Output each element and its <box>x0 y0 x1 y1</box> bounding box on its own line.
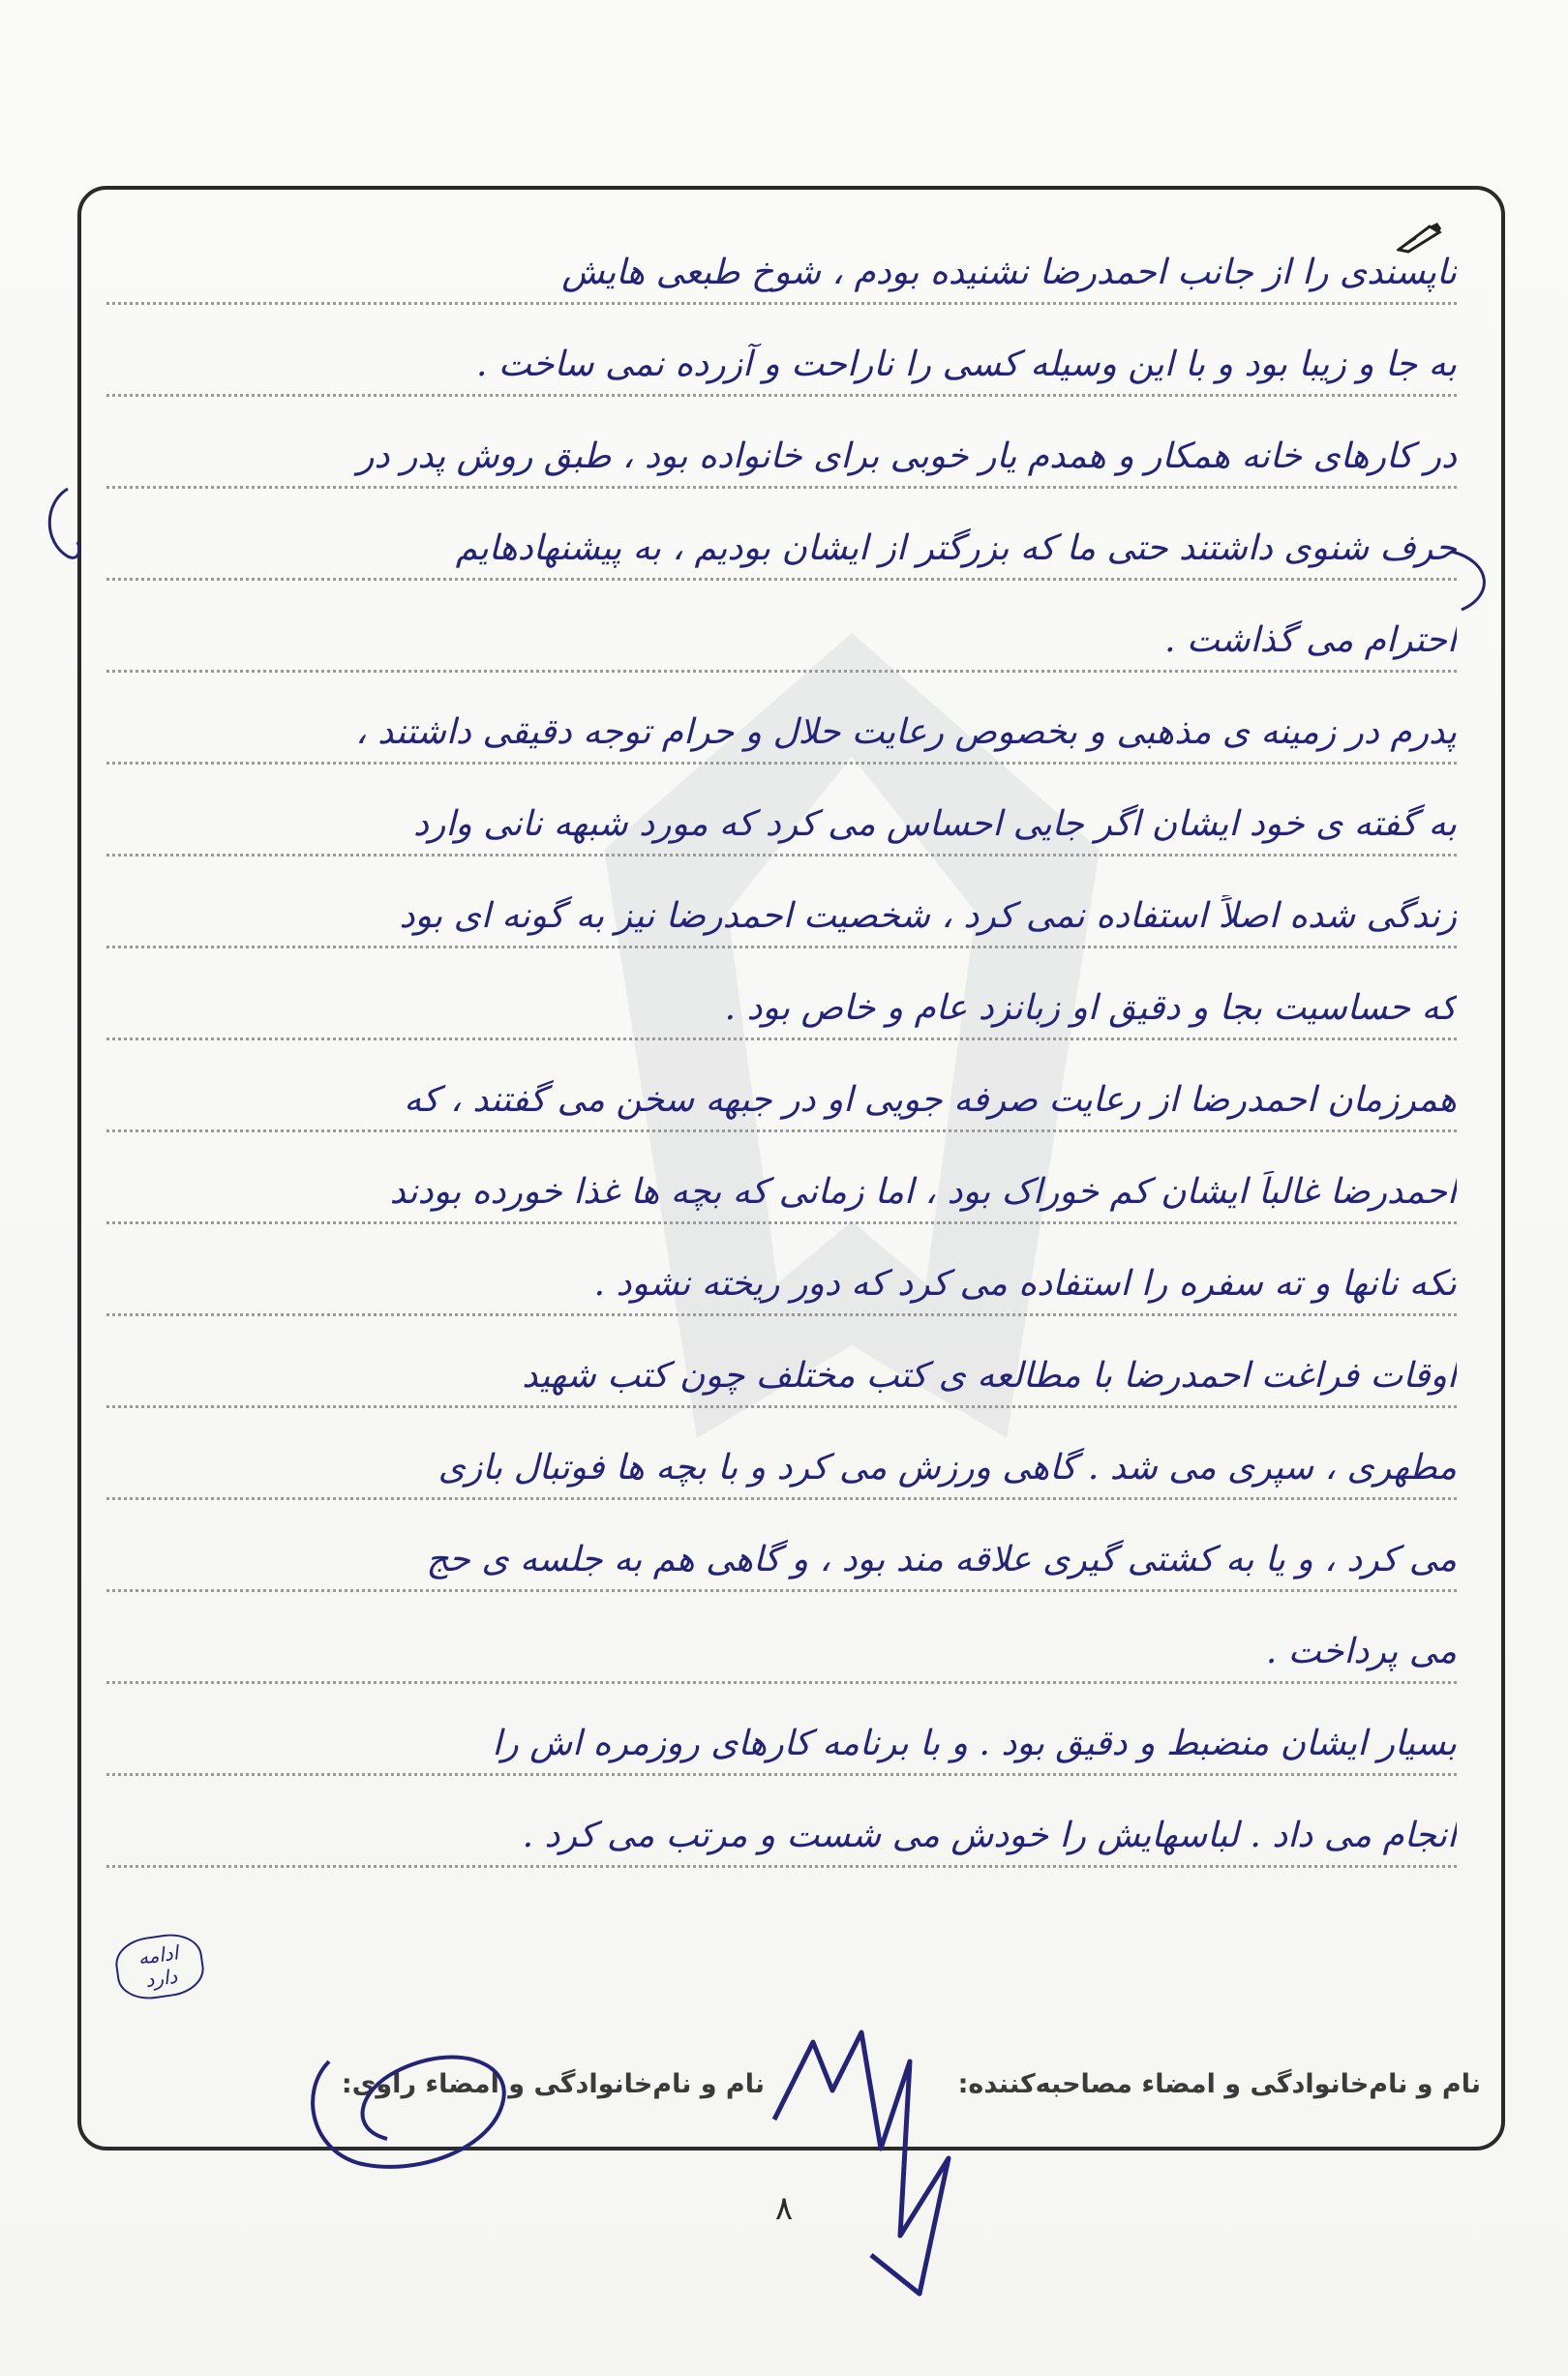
text-line <box>106 1500 1457 1592</box>
text-line <box>106 1592 1457 1684</box>
line-text: که حساسیت بجا و دقیق او زبانزد عام و خاص بود . <box>724 988 1457 1028</box>
text-line <box>106 213 1457 305</box>
text-line <box>106 1132 1457 1224</box>
text-line <box>106 1040 1457 1132</box>
interviewer-signature <box>755 2003 1007 2313</box>
line-text: ناپسندی را از جانب احمدرضا نشنیده بودم ، شوخ طبعی هایش <box>561 253 1457 292</box>
margin-scribble <box>39 484 87 571</box>
line-text: احمدرضا غالباً ایشان کم خوراک بود ، اما زمانی که بچه ها غذا خورده بودند <box>389 1172 1457 1212</box>
line-text: اوقات فراغت احمدرضا با مطالعه ی کتب مختلف چون کتب شهید <box>522 1356 1457 1396</box>
text-line <box>106 948 1457 1040</box>
text-line <box>106 765 1457 857</box>
line-text: به جا و زیبا بود و با این وسیله کسی را ناراحت و آزرده نمی ساخت . <box>475 345 1457 384</box>
text-line <box>106 305 1457 397</box>
margin-scribble <box>1442 542 1500 619</box>
text-line <box>106 1684 1457 1776</box>
narrator-signature <box>290 2003 523 2197</box>
text-line <box>106 857 1457 948</box>
line-text: می پرداخت . <box>1265 1632 1457 1671</box>
line-text: همرزمان احمدرضا از رعایت صرفه جویی او در جبهه سخن می گفتند ، که <box>404 1080 1457 1120</box>
text-line <box>106 1224 1457 1316</box>
line-text: بسیار ایشان منضبط و دقیق بود . و با برنامه کارهای روزمره اش را <box>492 1724 1457 1763</box>
line-text: احترام می گذاشت . <box>1164 620 1457 660</box>
text-line <box>106 581 1457 673</box>
text-line <box>106 1776 1457 1868</box>
line-text: تکه نانها و ته سفره را استفاده می کرد که دور ریخته نشود . <box>593 1264 1457 1304</box>
narrator-signature-label: نام و نام‌خانوادگی و امضاء راوی: <box>341 2069 765 2099</box>
line-text: انجام می داد . لباسهایش را خودش می شست و مرتب می کرد . <box>522 1816 1457 1855</box>
line-text: به گفته ی خود ایشان اگر جایی احساس می کرد که مورد شبهه نانی وارد <box>413 804 1457 844</box>
page-number: ۸ <box>774 2189 794 2228</box>
line-text: حرف شنوی داشتند حتی ما که بزرگتر از ایشان بودیم ، به پیشنهادهایم <box>455 528 1457 568</box>
handwritten-lines <box>106 213 1457 1868</box>
margin-note-continued <box>116 1936 203 2013</box>
line-text: می کرد ، و یا به کشتی گیری علاقه مند بود ، و گاهی هم به جلسه ی حج <box>426 1540 1457 1579</box>
line-text: در کارهای خانه همکار و همدم یار خوبی برای خانواده بود ، طبق روش پدر در <box>357 436 1457 476</box>
continued-note: ادامه دارد <box>112 1930 207 2003</box>
text-line <box>106 673 1457 765</box>
text-line <box>106 1408 1457 1500</box>
line-text: زندگی شده اصلاً استفاده نمی کرد ، شخصیت احمدرضا نیز به گونه ای بود <box>399 896 1457 936</box>
text-line <box>106 489 1457 581</box>
line-text: پدرم در زمینه ی مذهبی و بخصوص رعایت حلال و حرام توجه دقیقی داشتند ، <box>355 712 1457 752</box>
line-text: مطهری ، سپری می شد . گاهی ورزش می کرد و با بچه ها فوتبال بازی <box>437 1448 1457 1488</box>
text-line <box>106 1316 1457 1408</box>
text-line <box>106 397 1457 489</box>
interviewer-signature-label: نام و نام‌خانوادگی و امضاء مصاحبه‌کننده: <box>957 2069 1481 2099</box>
